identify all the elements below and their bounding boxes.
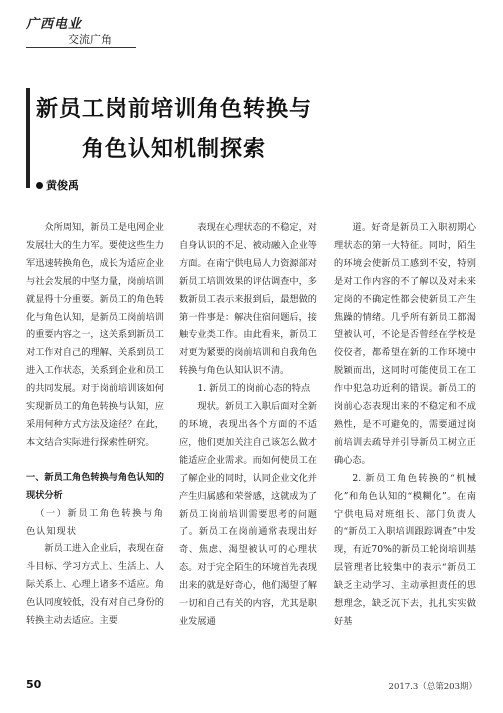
paragraph: 表现在心理状态的不稳定，对自身认识的不足、被动融入企业等方面。在南宁供电局人力资源部对新员工培训效果的评估调查中，多数新员工表示来报到后，最想做的第一件事是：解决住宿问题后，接触专业类工作。由此看来，新员工对更为紧要的岗前培训和自我角色转换与角色认知认识不清。 [179, 222, 317, 377]
title-accent-bar [26, 88, 30, 188]
paragraph: 2. 新员工角色转换的“机械化”和角色认知的“模糊化”。在南宁供电局对班组长、部门负责人的“新员工入职培训跟踪调查”中发现，有近70%的新员工轮岗培训基层管理者比较集中的表示“新员工缺乏主动学习、主动承担责任的思想理念，缺乏沉下去，扎扎实实做好基 [334, 472, 476, 627]
paragraph: 现状。新员工入职后面对全新的环境，表现出各个方面的不适应，他们更加关注自己该怎么做才能适应企业需求。而如何使员工在了解企业的同时，认同企业文化并产生归属感和荣誉感，这就成为了新员工岗前培训需要思考的问题了。新员工在岗前通常表现出好奇、焦虑、渴望被认可的心理状态。对于完全陌生的环境首先表现出来的就是好奇心，他们渴望了解一切和自己有关的内容，尤其是职业发展通 [179, 401, 317, 627]
article-title-line1: 新员工岗前培训角色转换与 [36, 97, 313, 122]
text-column-2 [179, 219, 317, 631]
paragraph: 道。好奇是新员工入职初期心理状态的第一大特征。同时，陌生的环境会使新员工感到不安，特别是对工作内容的不了解以及对未来定岗的不确定性都会使新员工产生焦躁的情绪。几乎所有新员工都渴望被认可，不论是否曾经在学校是佼佼者，都希望在新的工作环境中脱颖而出，这同时可能使员工在工作中犯急功近利的错误。新员工的岗前心态表现出来的不稳定和不成熟性，是不可避免的，需要通过岗前培训去疏导并引导新员工树立正确心态。 [334, 222, 476, 466]
issue-info: 2017.3（总第203期） [388, 682, 477, 692]
paragraph: 众所周知，新员工是电网企业发展壮大的生力军。要使这些生力军迅速转换角色，成长为适应企业与社会发展的中坚力量，岗前培训就显得十分重要。新员工的角色转化与角色认知，是新员工岗前培训的重要内容之一，这关系到新员工对工作对自己的理解、关系到员工进入工作状态，关系到企业和员工的共同发展。对于岗前培训该如何实现新员工的角色转换与认知，应采用何种方式方法及途径？在此，本文结合实际进行探索性研究。 [26, 222, 164, 448]
text-column-1 [26, 219, 164, 630]
paragraph: 1. 新员工的岗前心态的特点 [197, 383, 311, 395]
paragraph: 新员工进入企业后，表现在奋斗目标、学习方式上、生活上、人际关系上、心理上诸多不适应。角色认同度较低，没有对自己身份的转换主动去适应。主要 [26, 543, 164, 627]
subsection-heading: （一）新员工角色转换与角色认知现状 [26, 507, 164, 537]
author-byline [36, 177, 79, 193]
bullet-icon [36, 182, 43, 189]
section-label: 交流广角 [68, 33, 112, 46]
article-title-line2: 角色认知机制探索 [82, 137, 267, 162]
author-name: 黄俊禹 [46, 179, 79, 192]
magazine-logo: 广西电业 [26, 17, 83, 32]
header-rule [26, 47, 136, 48]
section-heading: 一、新员工角色转换与角色认知的现状分析 [26, 471, 164, 501]
text-column-3 [334, 219, 476, 631]
page-number: 50 [26, 678, 42, 691]
